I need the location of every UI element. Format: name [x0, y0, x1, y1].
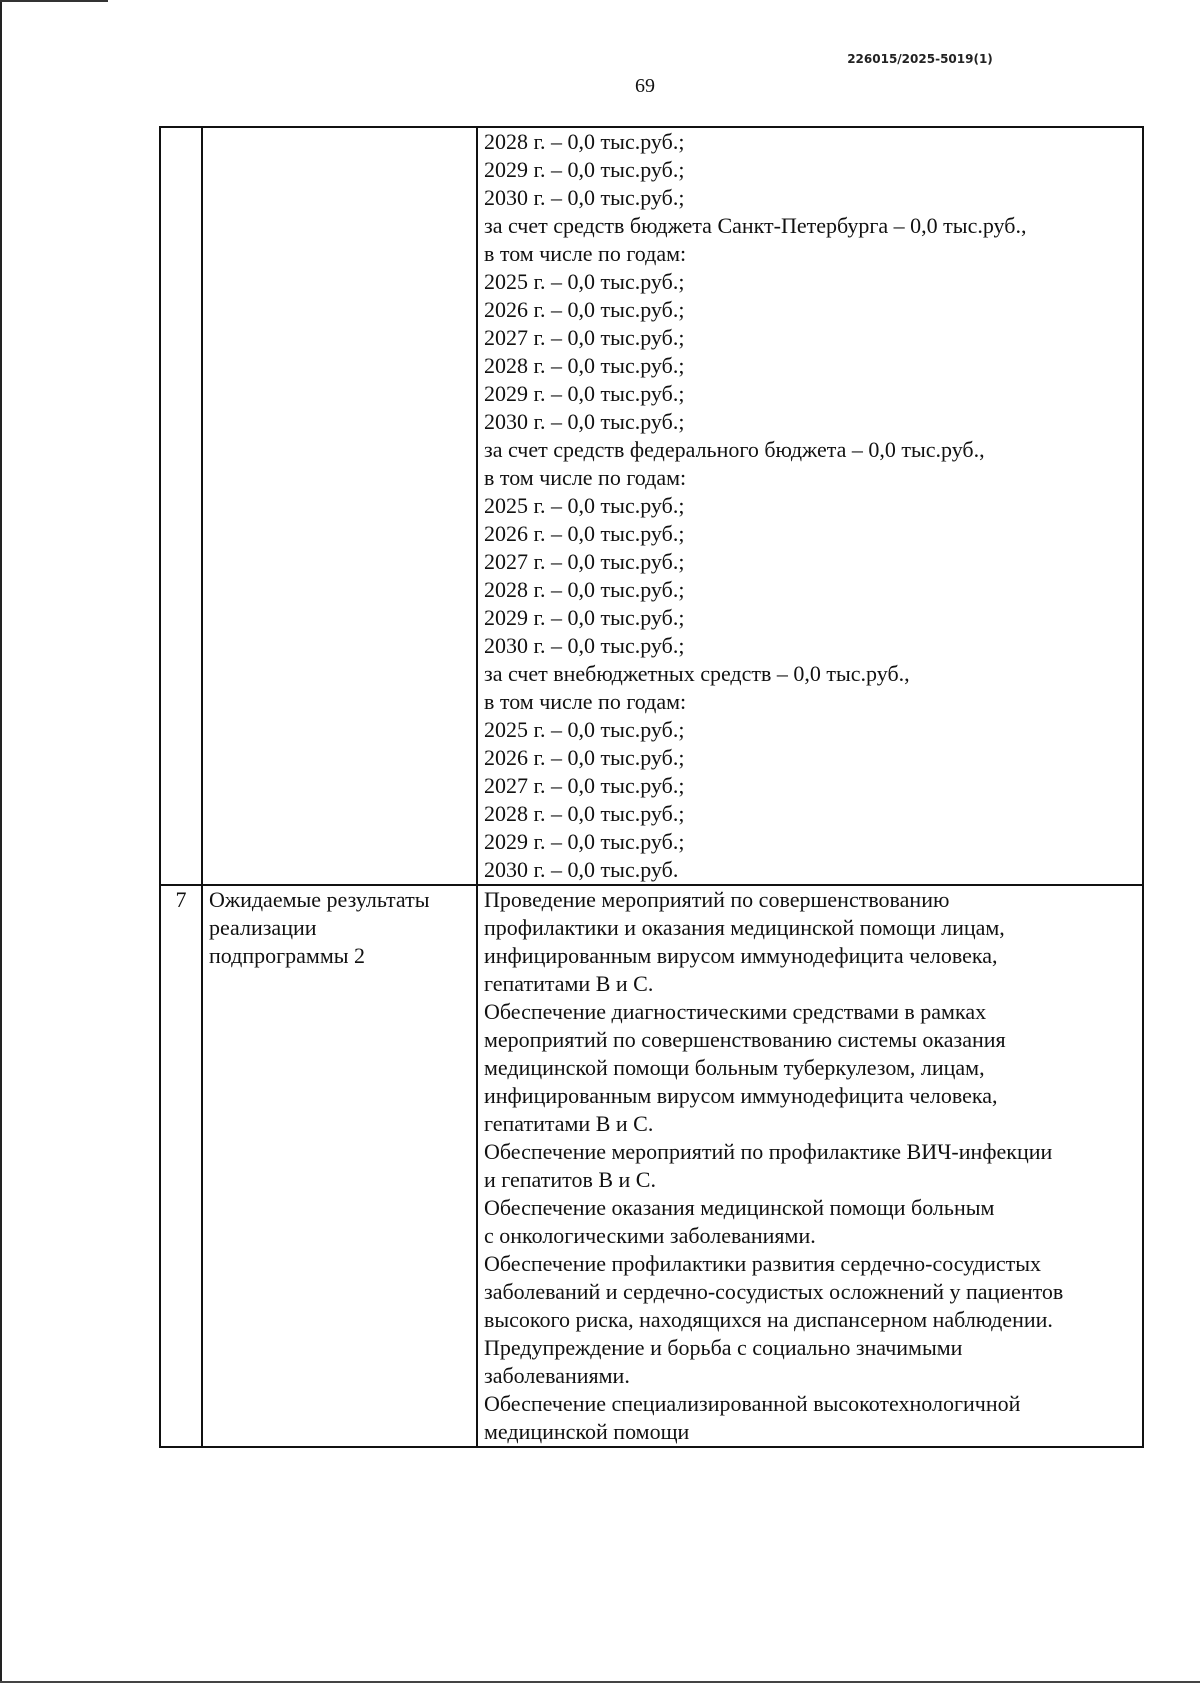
funding-line: за счет внебюджетных средств – 0,0 тыс.руб.,	[484, 661, 910, 686]
expected-result-line: Предупреждение и борьба с социально значимыми	[484, 1335, 963, 1360]
row-label-line: Ожидаемые результаты	[209, 887, 430, 912]
funding-line: за счет средств федерального бюджета – 0,0 тыс.руб.,	[484, 437, 985, 462]
scan-left-edge	[0, 0, 2, 1683]
funding-line: 2025 г. – 0,0 тыс.руб.;	[484, 269, 685, 294]
funding-line: 2028 г. – 0,0 тыс.руб.;	[484, 801, 685, 826]
funding-line: в том числе по годам:	[484, 465, 687, 490]
row-number-cell	[160, 127, 202, 885]
expected-result-line: Проведение мероприятий по совершенствованию	[484, 887, 950, 912]
funding-line: 2029 г. – 0,0 тыс.руб.;	[484, 381, 685, 406]
expected-result-line: медицинской помощи больным туберкулезом, лицам,	[484, 1055, 985, 1080]
document-id: 226015/2025-5019(1)	[847, 52, 993, 66]
expected-result-line: заболеваниями.	[484, 1363, 630, 1388]
expected-result-line: с онкологическими заболеваниями.	[484, 1223, 816, 1248]
expected-result-line: Обеспечение специализированной высокотехнологичной	[484, 1391, 1021, 1416]
expected-result-line: профилактики и оказания медицинской помощи лицам,	[484, 915, 1005, 940]
page-number: 69	[635, 75, 655, 97]
row-label-cell	[202, 885, 477, 1447]
funding-line: в том числе по годам:	[484, 241, 687, 266]
funding-line: 2029 г. – 0,0 тыс.руб.;	[484, 605, 685, 630]
expected-result-line: Обеспечение профилактики развития сердечно-сосудистых	[484, 1251, 1042, 1276]
funding-line: 2028 г. – 0,0 тыс.руб.;	[484, 577, 685, 602]
funding-line: 2030 г. – 0,0 тыс.руб.;	[484, 633, 685, 658]
funding-line: 2026 г. – 0,0 тыс.руб.;	[484, 521, 685, 546]
funding-line: 2026 г. – 0,0 тыс.руб.;	[484, 297, 685, 322]
funding-line: 2028 г. – 0,0 тыс.руб.;	[484, 129, 685, 154]
expected-result-line: гепатитами В и С.	[484, 971, 654, 996]
funding-line: 2029 г. – 0,0 тыс.руб.;	[484, 829, 685, 854]
table-row-continued	[160, 127, 1143, 885]
funding-line: 2029 г. – 0,0 тыс.руб.;	[484, 157, 685, 182]
row-number-cell: 7	[160, 885, 202, 1447]
funding-line: 2025 г. – 0,0 тыс.руб.;	[484, 717, 685, 742]
expected-results-cell	[477, 885, 1143, 1447]
funding-line: 2030 г. – 0,0 тыс.руб.;	[484, 185, 685, 210]
funding-line: 2030 г. – 0,0 тыс.руб.;	[484, 409, 685, 434]
expected-result-line: гепатитами В и С.	[484, 1111, 654, 1136]
row-label-line: подпрограммы 2	[209, 943, 366, 968]
funding-line: 2027 г. – 0,0 тыс.руб.;	[484, 549, 685, 574]
expected-result-line: Обеспечение диагностическими средствами в рамках	[484, 999, 987, 1024]
expected-result-line: Обеспечение оказания медицинской помощи больным	[484, 1195, 995, 1220]
funding-line: 2025 г. – 0,0 тыс.руб.;	[484, 493, 685, 518]
table-row-7	[160, 885, 1143, 1447]
expected-result-line: мероприятий по совершенствованию системы оказания	[484, 1027, 1006, 1052]
funding-line: за счет средств бюджета Санкт-Петербурга – 0,0 тыс.руб.,	[484, 213, 1027, 238]
subprogram-passport-table	[159, 126, 1144, 1448]
row-label-cell	[202, 127, 477, 885]
funding-line: 2027 г. – 0,0 тыс.руб.;	[484, 325, 685, 350]
expected-result-line: инфицированным вирусом иммунодефицита человека,	[484, 943, 998, 968]
expected-result-line: высокого риска, находящихся на диспансерном наблюдении.	[484, 1307, 1053, 1332]
funding-line: 2027 г. – 0,0 тыс.руб.;	[484, 773, 685, 798]
funding-line: 2030 г. – 0,0 тыс.руб.	[484, 857, 679, 882]
funding-line: 2028 г. – 0,0 тыс.руб.;	[484, 353, 685, 378]
expected-result-line: Обеспечение мероприятий по профилактике ВИЧ-инфекции	[484, 1139, 1053, 1164]
funding-line: 2026 г. – 0,0 тыс.руб.;	[484, 745, 685, 770]
funding-line: в том числе по годам:	[484, 689, 687, 714]
row-label-line: реализации	[209, 915, 317, 940]
expected-result-line: и гепатитов В и С.	[484, 1167, 656, 1192]
scan-top-mark	[0, 0, 108, 2]
expected-result-line: медицинской помощи	[484, 1419, 690, 1444]
expected-result-line: заболеваний и сердечно-сосудистых осложнений у пациентов	[484, 1279, 1064, 1304]
expected-result-line: инфицированным вирусом иммунодефицита человека,	[484, 1083, 998, 1108]
funding-text-cell	[477, 127, 1143, 885]
